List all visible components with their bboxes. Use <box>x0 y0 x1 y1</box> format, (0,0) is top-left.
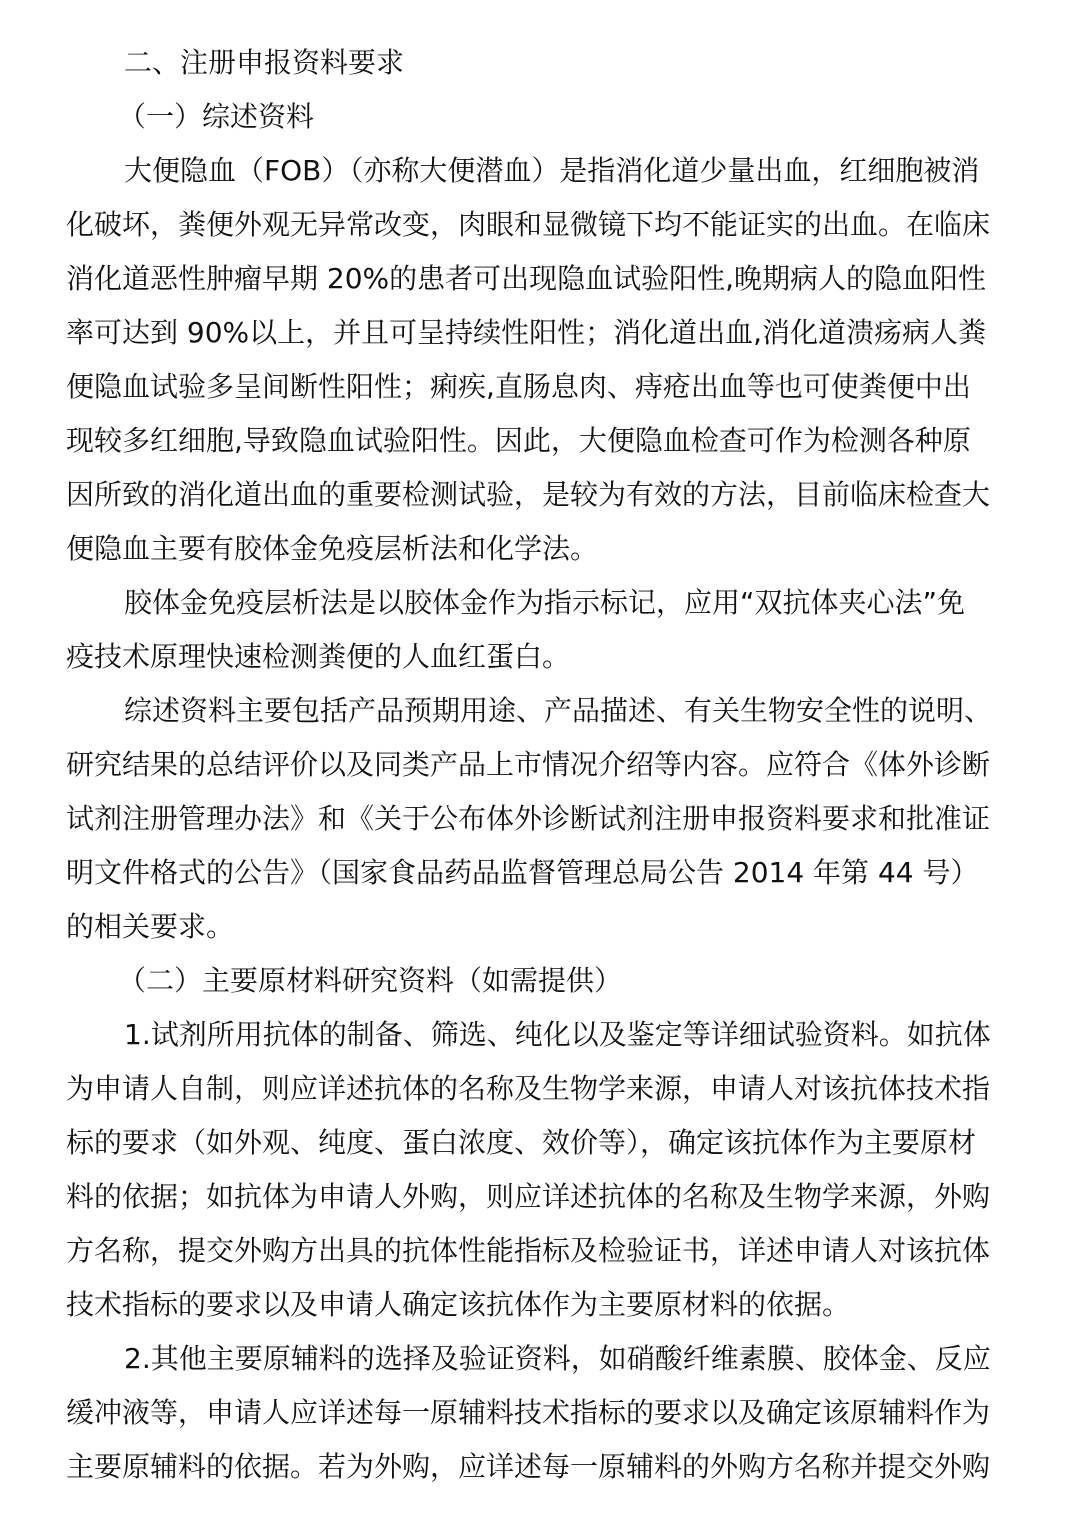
paragraph-line: 疫技术原理快速检测粪便的人血红蛋白。 <box>66 640 571 673</box>
paragraph-line: 试剂注册管理办法》和《关于公布体外诊断试剂注册申报资料要求和批准证 <box>66 802 991 835</box>
paragraph-line: 胶体金免疫层析法是以胶体金作为指示标记，应用“双抗体夹心法”免 <box>124 586 966 619</box>
document-page <box>66 36 1016 1494</box>
paragraph-line: 为申请人自制，则应详述抗体的名称及生物学来源，申请人对该抗体技术指 <box>66 1072 991 1105</box>
paragraph-line: 缓冲液等，申请人应详述每一原辅料技术指标的要求以及确定该原辅料作为 <box>66 1396 991 1429</box>
paragraph-line: 方名称，提交外购方出具的抗体性能指标及检验证书，详述申请人对该抗体 <box>66 1234 991 1267</box>
section-heading: 二、注册申报资料要求 <box>124 46 405 79</box>
paragraph-other-materials <box>66 1332 1016 1494</box>
paragraph-line: 标的要求（如外观、纯度、蛋白浓度、效价等），确定该抗体作为主要原材 <box>66 1126 977 1159</box>
paragraph-overview-contents <box>66 684 1016 954</box>
paragraph-line: 2.其他主要原辅料的选择及验证资料，如硝酸纤维素膜、胶体金、反应 <box>124 1342 991 1375</box>
paragraph-line: 现较多红细胞,导致隐血试验阳性。因此，大便隐血检查可作为检测各种原 <box>66 424 971 457</box>
paragraph-line: 料的依据；如抗体为申请人外购，则应详述抗体的名称及生物学来源，外购 <box>66 1180 991 1213</box>
paragraph-line: 1.试剂所用抗体的制备、筛选、纯化以及鉴定等详细试验资料。如抗体 <box>124 1018 991 1051</box>
paragraph-line: 主要原辅料的依据。若为外购，应详述每一原辅料的外购方名称并提交外购 <box>66 1450 991 1483</box>
paragraph-line: 便隐血主要有胶体金免疫层析法和化学法。 <box>66 532 599 565</box>
paragraph-line: 综述资料主要包括产品预期用途、产品描述、有关生物安全性的说明、 <box>124 694 993 727</box>
paragraph-line: 便隐血试验多呈间断性阳性；痢疾,直肠息肉、痔疮出血等也可使粪便中出 <box>66 370 971 403</box>
subsection-title-overview: （一）综述资料 <box>118 100 315 133</box>
paragraph-line: 明文件格式的公告》（国家食品药品监督管理总局公告 2014 年第 44 号） <box>66 856 979 889</box>
subsection-title-materials: （二）主要原材料研究资料（如需提供） <box>118 964 623 997</box>
paragraph-line: 的相关要求。 <box>66 910 235 943</box>
paragraph-line: 化破坏，粪便外观无异常改变，肉眼和显微镜下均不能证实的出血。在临床 <box>66 208 991 241</box>
paragraph-line: 因所致的消化道出血的重要检测试验，是较为有效的方法，目前临床检查大 <box>66 478 991 511</box>
paragraph-fob-intro <box>66 144 1016 576</box>
paragraph-gold-method <box>66 576 1016 684</box>
paragraph-line: 消化道恶性肿瘤早期 20%的患者可出现隐血试验阳性,晚期病人的隐血阳性 <box>66 262 987 295</box>
paragraph-line: 技术指标的要求以及申请人确定该抗体作为主要原材料的依据。 <box>66 1288 851 1321</box>
paragraph-line: 率可达到 90%以上，并且可呈持续性阳性；消化道出血,消化道溃疡病人粪 <box>66 316 987 349</box>
paragraph-antibody <box>66 1008 1016 1332</box>
paragraph-line: 研究结果的总结评价以及同类产品上市情况介绍等内容。应符合《体外诊断 <box>66 748 991 781</box>
paragraph-line: 大便隐血（FOB）（亦称大便潜血）是指消化道少量出血，红细胞被消 <box>124 154 980 187</box>
